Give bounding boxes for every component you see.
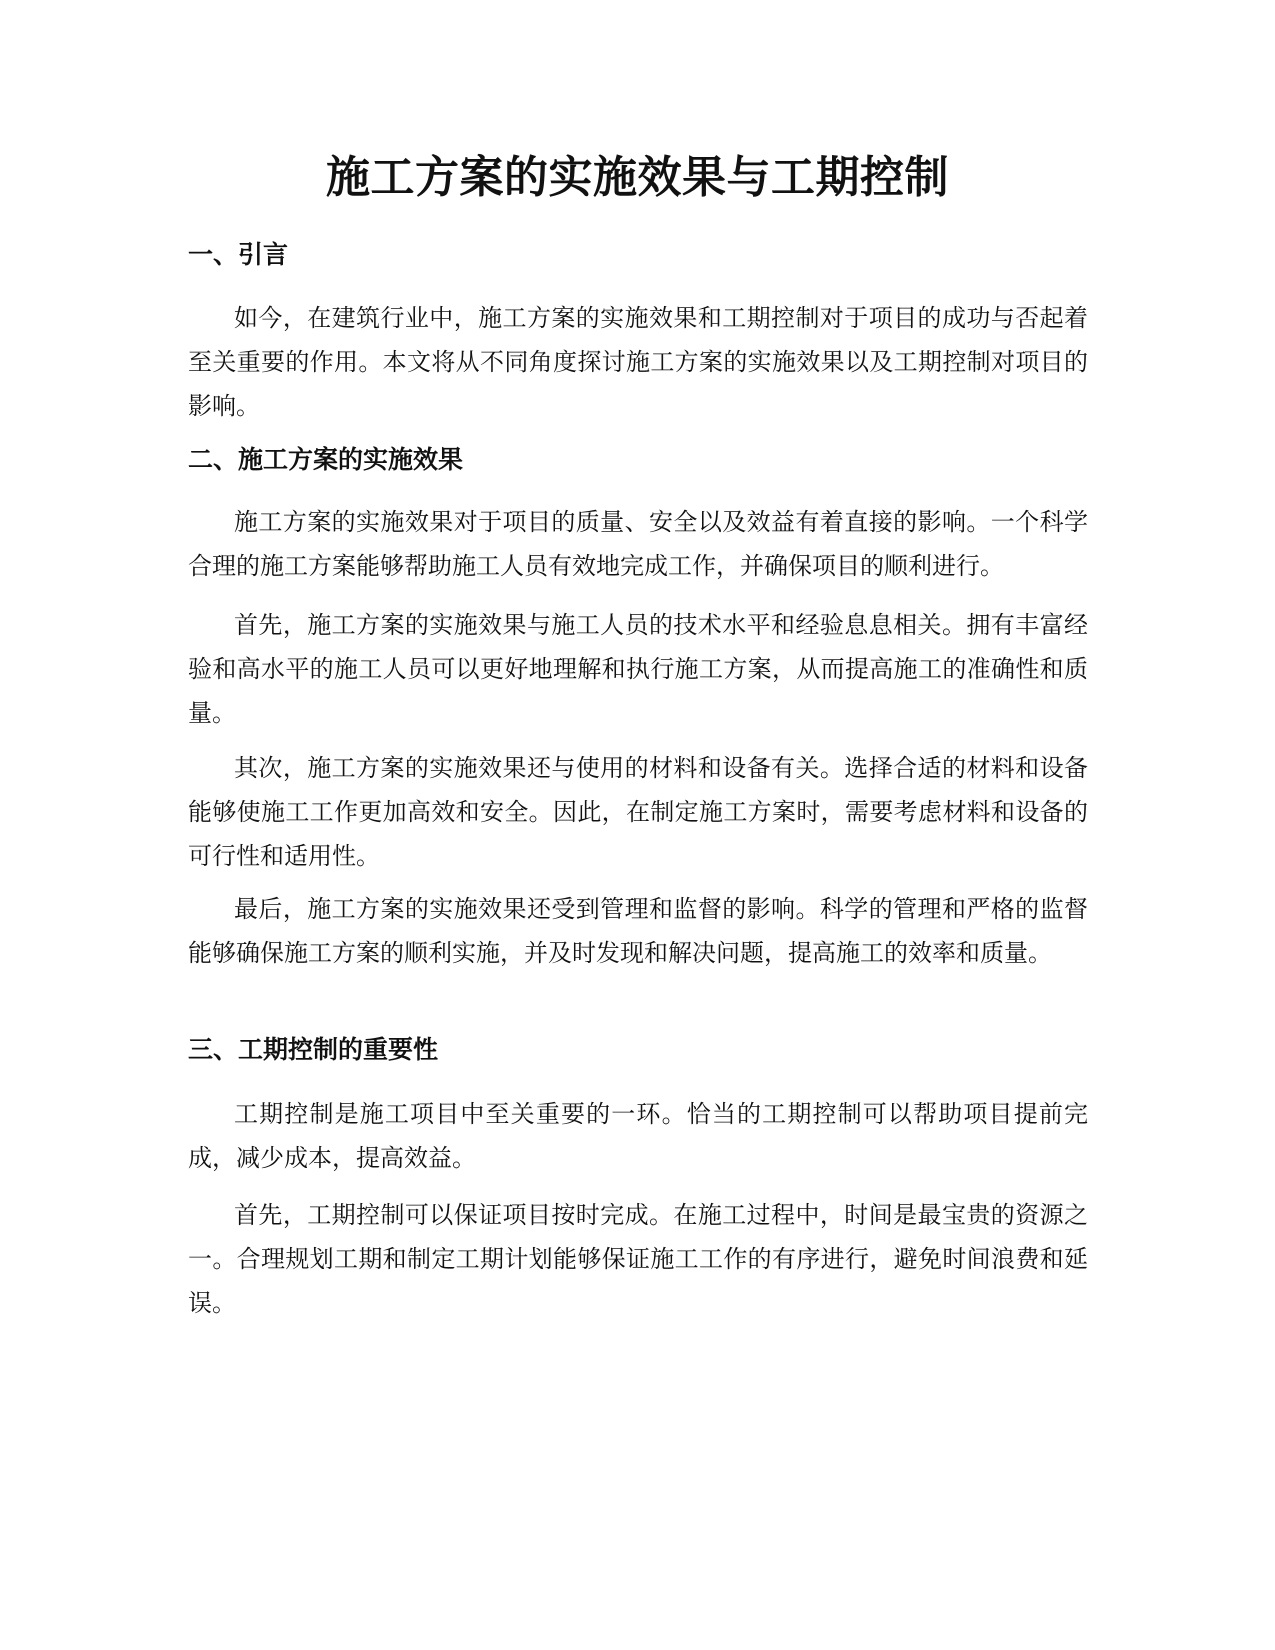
paragraph-implementation-effect-first: 首先，施工方案的实施效果与施工人员的技术水平和经验息息相关。拥有丰富经验和高水平的施工人员可以更好地理解和执行施工方案，从而提高施工的准确性和质量。 (188, 611, 1088, 727)
paragraph-schedule-control-first: 首先，工期控制可以保证项目按时完成。在施工过程中，时间是最宝贵的资源之一。合理规划工期和制定工期计划能够保证施工工作的有序进行，避免时间浪费和延误。 (188, 1201, 1088, 1317)
section-heading-schedule-control: 三、工期控制的重要性 (188, 1035, 439, 1064)
paragraph-schedule-control-intro: 工期控制是施工项目中至关重要的一环。恰当的工期控制可以帮助项目提前完成，减少成本，提高效益。 (188, 1100, 1088, 1172)
paragraph-introduction: 如今，在建筑行业中，施工方案的实施效果和工期控制对于项目的成功与否起着至关重要的作用。本文将从不同角度探讨施工方案的实施效果以及工期控制对项目的影响。 (188, 304, 1088, 420)
document-title: 施工方案的实施效果与工期控制 (326, 152, 949, 203)
paragraph-implementation-effect-second: 其次，施工方案的实施效果还与使用的材料和设备有关。选择合适的材料和设备能够使施工工作更加高效和安全。因此，在制定施工方案时，需要考虑材料和设备的可行性和适用性。 (188, 754, 1088, 870)
section-heading-introduction: 一、引言 (188, 240, 289, 269)
paragraph-implementation-effect-last: 最后，施工方案的实施效果还受到管理和监督的影响。科学的管理和严格的监督能够确保施工方案的顺利实施，并及时发现和解决问题，提高施工的效率和质量。 (188, 895, 1088, 967)
paragraph-implementation-effect-intro: 施工方案的实施效果对于项目的质量、安全以及效益有着直接的影响。一个科学合理的施工方案能够帮助施工人员有效地完成工作，并确保项目的顺利进行。 (188, 508, 1088, 580)
section-heading-implementation-effect: 二、施工方案的实施效果 (188, 445, 464, 474)
